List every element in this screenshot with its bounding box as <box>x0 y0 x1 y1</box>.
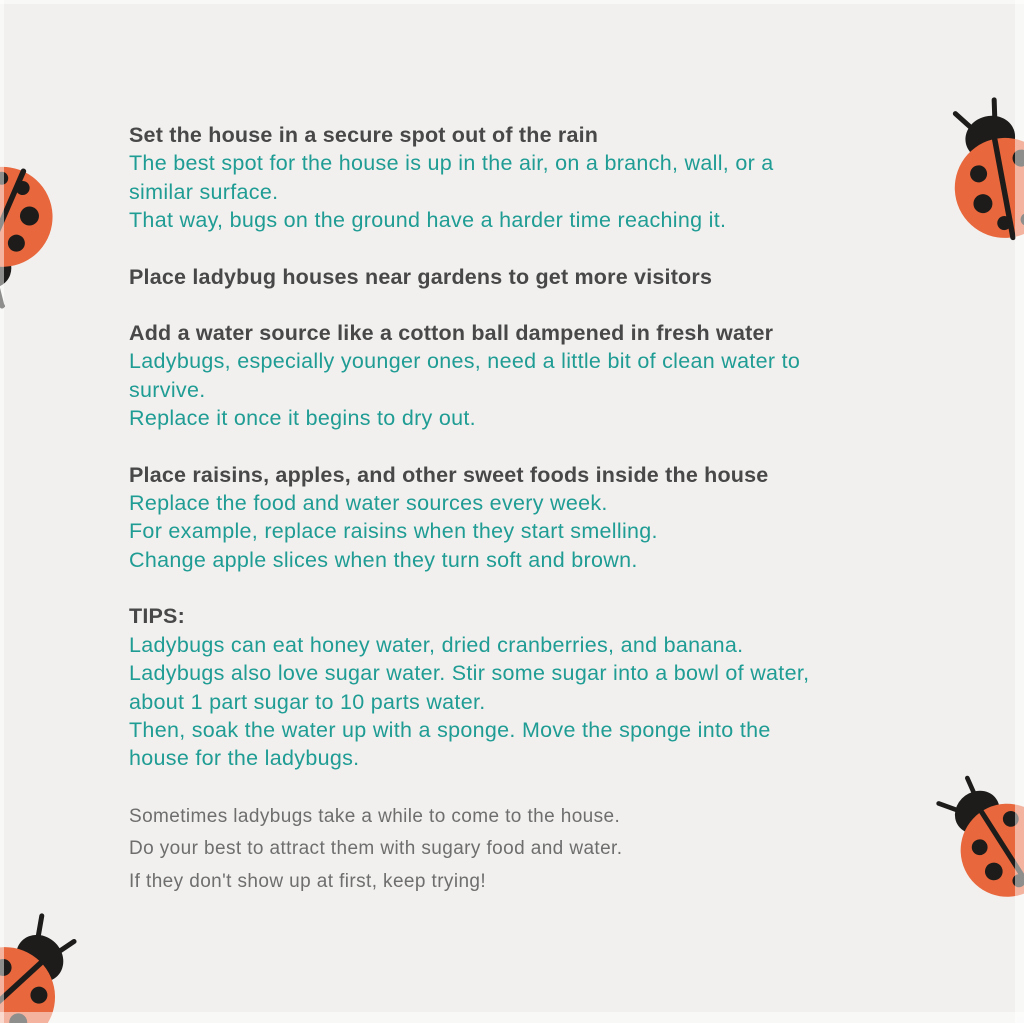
page-edge-left <box>0 0 4 1023</box>
section-body-line: house for the ladybugs. <box>129 746 360 771</box>
sections <box>129 121 929 773</box>
section-body <box>129 347 929 432</box>
instruction-section <box>129 121 929 235</box>
section-body-line: Ladybugs can eat honey water, dried cranberries, and banana. <box>129 632 744 657</box>
footer-note-line: Sometimes ladybugs take a while to come to the house. <box>129 805 621 827</box>
section-body-line: Ladybugs also love sugar water. Stir some sugar into a bowl of water, <box>129 661 810 686</box>
section-body <box>129 631 929 773</box>
page-edge-right <box>1015 0 1024 1023</box>
section-body-line: Change apple slices when they turn soft and brown. <box>129 547 638 572</box>
section-body-line: survive. <box>129 377 206 402</box>
footer-note <box>129 801 929 899</box>
section-body-line: That way, bugs on the ground have a harder time reaching it. <box>129 208 727 233</box>
care-instructions <box>129 121 929 899</box>
section-body-line: Ladybugs, especially younger ones, need a little bit of clean water to <box>129 349 801 374</box>
ladybug-icon-top-right <box>926 84 1024 254</box>
section-body-line: For example, replace raisins when they start smelling. <box>129 519 658 544</box>
page-edge-top <box>0 0 1024 4</box>
instruction-section <box>129 263 929 291</box>
instruction-section <box>129 319 929 433</box>
ladybug-icon-bottom-right <box>913 747 1024 922</box>
section-body-line: Then, soak the water up with a sponge. Move the sponge into the <box>129 717 771 742</box>
instruction-section <box>129 602 929 772</box>
page-edge-bottom <box>0 1012 1024 1023</box>
ladybug-icon-left-edge <box>0 146 75 323</box>
section-body-line: Replace it once it begins to dry out. <box>129 406 476 431</box>
section-body-line: Replace the food and water sources every week. <box>129 491 608 516</box>
section-heading: TIPS: <box>129 604 185 629</box>
section-heading: Place ladybug houses near gardens to get more visitors <box>129 264 713 289</box>
section-body <box>129 489 929 574</box>
footer-note-line: Do your best to attract them with sugary food and water. <box>129 838 623 860</box>
footer-note-line: If they don't show up at first, keep trying! <box>129 870 487 892</box>
section-body <box>129 149 929 234</box>
section-body-line: similar surface. <box>129 179 279 204</box>
section-body-line: about 1 part sugar to 10 parts water. <box>129 689 486 714</box>
section-body-line: The best spot for the house is up in the air, on a branch, wall, or a <box>129 151 774 176</box>
instruction-section <box>129 461 929 575</box>
section-heading: Place raisins, apples, and other sweet foods inside the house <box>129 462 769 487</box>
ladybug-icon-bottom-left <box>0 891 114 1023</box>
section-heading: Add a water source like a cotton ball dampened in fresh water <box>129 321 774 346</box>
section-heading: Set the house in a secure spot out of the rain <box>129 123 599 147</box>
